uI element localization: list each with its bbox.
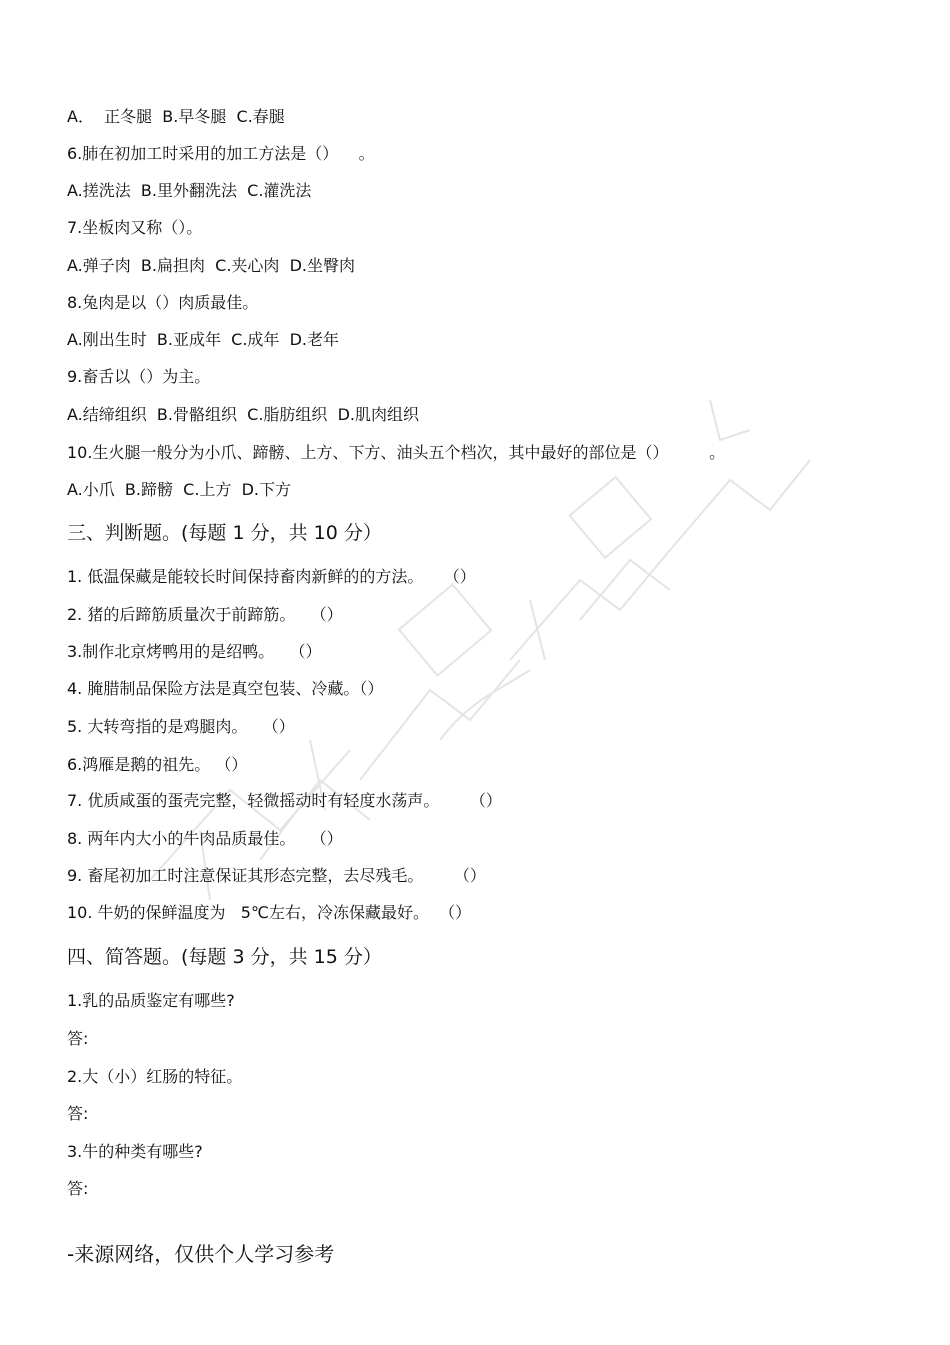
true-false-item: 10. 牛奶的保鲜温度为 5℃左右，冷冻保藏最好。 （）: [67, 903, 472, 922]
short-answer-question: 3.牛的种类有哪些?: [67, 1142, 203, 1161]
question-line: 9.畜舌以（）为主。: [67, 367, 211, 386]
question-line: 6.肺在初加工时采用的加工方法是（） 。: [67, 144, 375, 163]
true-false-item: 8. 两年内大小的牛肉品质最佳。 （）: [67, 829, 343, 848]
section-title-short-answer: 四、简答题。(每题 3 分，共 15 分）: [67, 946, 382, 968]
question-line: A． 正冬腿 B.早冬腿 C.春腿: [67, 107, 285, 126]
true-false-item: 2. 猪的后蹄筋质量次于前蹄筋。 （）: [67, 605, 343, 624]
answer-label: 答:: [67, 1029, 89, 1048]
true-false-item: 6.鸿雁是鹅的祖先。 （）: [67, 755, 248, 774]
section-title-true-false: 三、判断题。(每题 1 分，共 10 分）: [67, 522, 382, 544]
question-line: A.刚出生时 B.亚成年 C.成年 D.老年: [67, 330, 339, 349]
question-line: 8.兔肉是以（）肉质最佳。: [67, 293, 259, 312]
short-answer-question: 1.乳的品质鉴定有哪些?: [67, 991, 235, 1010]
question-line: 10.生火腿一般分为小爪、蹄髈、上方、下方、油头五个档次，其中最好的部位是（） 。: [67, 443, 726, 462]
source-footer: -来源网络，仅供个人学习参考: [67, 1242, 335, 1266]
true-false-item: 3.制作北京烤鸭用的是绍鸭。 （）: [67, 642, 322, 661]
true-false-item: 1. 低温保藏是能较长时间保持畜肉新鲜的的方法。 （）: [67, 567, 476, 586]
true-false-item: 7. 优质咸蛋的蛋壳完整，轻微摇动时有轻度水荡声。 （）: [67, 791, 502, 810]
question-line: A.小爪 B.蹄髈 C.上方 D.下方: [67, 480, 291, 499]
question-line: A.弹子肉 B.扁担肉 C.夹心肉 D.坐臀肉: [67, 256, 355, 275]
true-false-item: 9. 畜尾初加工时注意保证其形态完整，去尽残毛。 （）: [67, 866, 486, 885]
short-answer-question: 2.大（小）红肠的特征。: [67, 1067, 243, 1086]
true-false-item: 4. 腌腊制品保险方法是真空包装、冷藏。（）: [67, 679, 384, 698]
answer-label: 答:: [67, 1179, 89, 1198]
question-line: 7.坐板肉又称（）。: [67, 218, 203, 237]
answer-label: 答:: [67, 1104, 89, 1123]
true-false-item: 5. 大转弯指的是鸡腿肉。 （）: [67, 717, 295, 736]
question-line: A.搓洗法 B.里外翻洗法 C.灌洗法: [67, 181, 312, 200]
question-line: A.结缔组织 B.骨骼组织 C.脂肪组织 D.肌肉组织: [67, 405, 419, 424]
